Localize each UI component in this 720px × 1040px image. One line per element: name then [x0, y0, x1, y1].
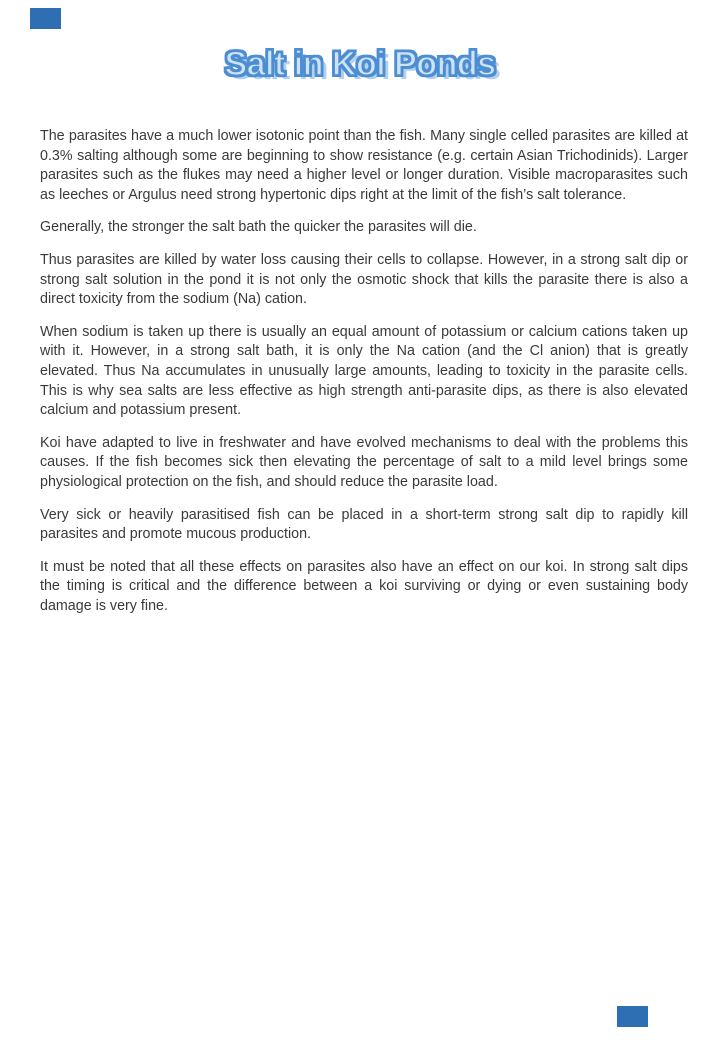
- paragraph-3: Thus parasites are killed by water loss causing their cells to collapse. However, in a strong salt dip or strong salt solution in the pond it is not only the osmotic shock that kills the parasite there is also a direct toxicity from the sodium (Na) cation.: [40, 251, 688, 308]
- paragraph-1: The parasites have a much lower isotonic point than the fish. Many single celled parasites are killed at 0.3% salting although some are beginning to show resistance (e.g. certain Asian Trichodinids). Larger parasites such as the flukes may need a higher level or longer duration. Visible macroparasites such as leeches or Argulus need strong hypertonic dips right at the limit of the fish’s salt tolerance.: [40, 128, 688, 203]
- paragraph-4: When sodium is taken up there is usually an equal amount of potassium or calcium cations taken up with it. However, in a strong salt bath, it is only the Na cation (and the Cl anion) that is greatly elevated. Thus Na accumulates in unusually large amounts, leading to toxicity in the parasite cells. This is why sea salts are less effective as high strength anti-parasite dips, as there is also elevated calcium and potassium present.: [40, 323, 688, 419]
- paragraph-7: It must be noted that all these effects on parasites also have an effect on our koi. In strong salt dips the timing is critical and the difference between a koi surviving or dying or even sustaining body damage is very fine.: [40, 558, 688, 614]
- page-nav-marker-top-left[interactable]: [30, 8, 61, 29]
- paragraph-2: Generally, the stronger the salt bath the quicker the parasites will die.: [40, 219, 477, 236]
- document-body: [40, 127, 688, 629]
- paragraph-5: Koi have adapted to live in freshwater and have evolved mechanisms to deal with the problems this causes. If the fish becomes sick then elevating the percentage of salt to a mild level brings some physiological protection on the fish, and should reduce the parasite load.: [40, 434, 688, 490]
- page-title: Salt in Koi Ponds: [224, 45, 496, 83]
- paragraph-6: Very sick or heavily parasitised fish can be placed in a short-term strong salt dip to rapidly kill parasites and promote mucous production.: [40, 506, 688, 543]
- page-nav-marker-bottom-right[interactable]: [617, 1006, 648, 1027]
